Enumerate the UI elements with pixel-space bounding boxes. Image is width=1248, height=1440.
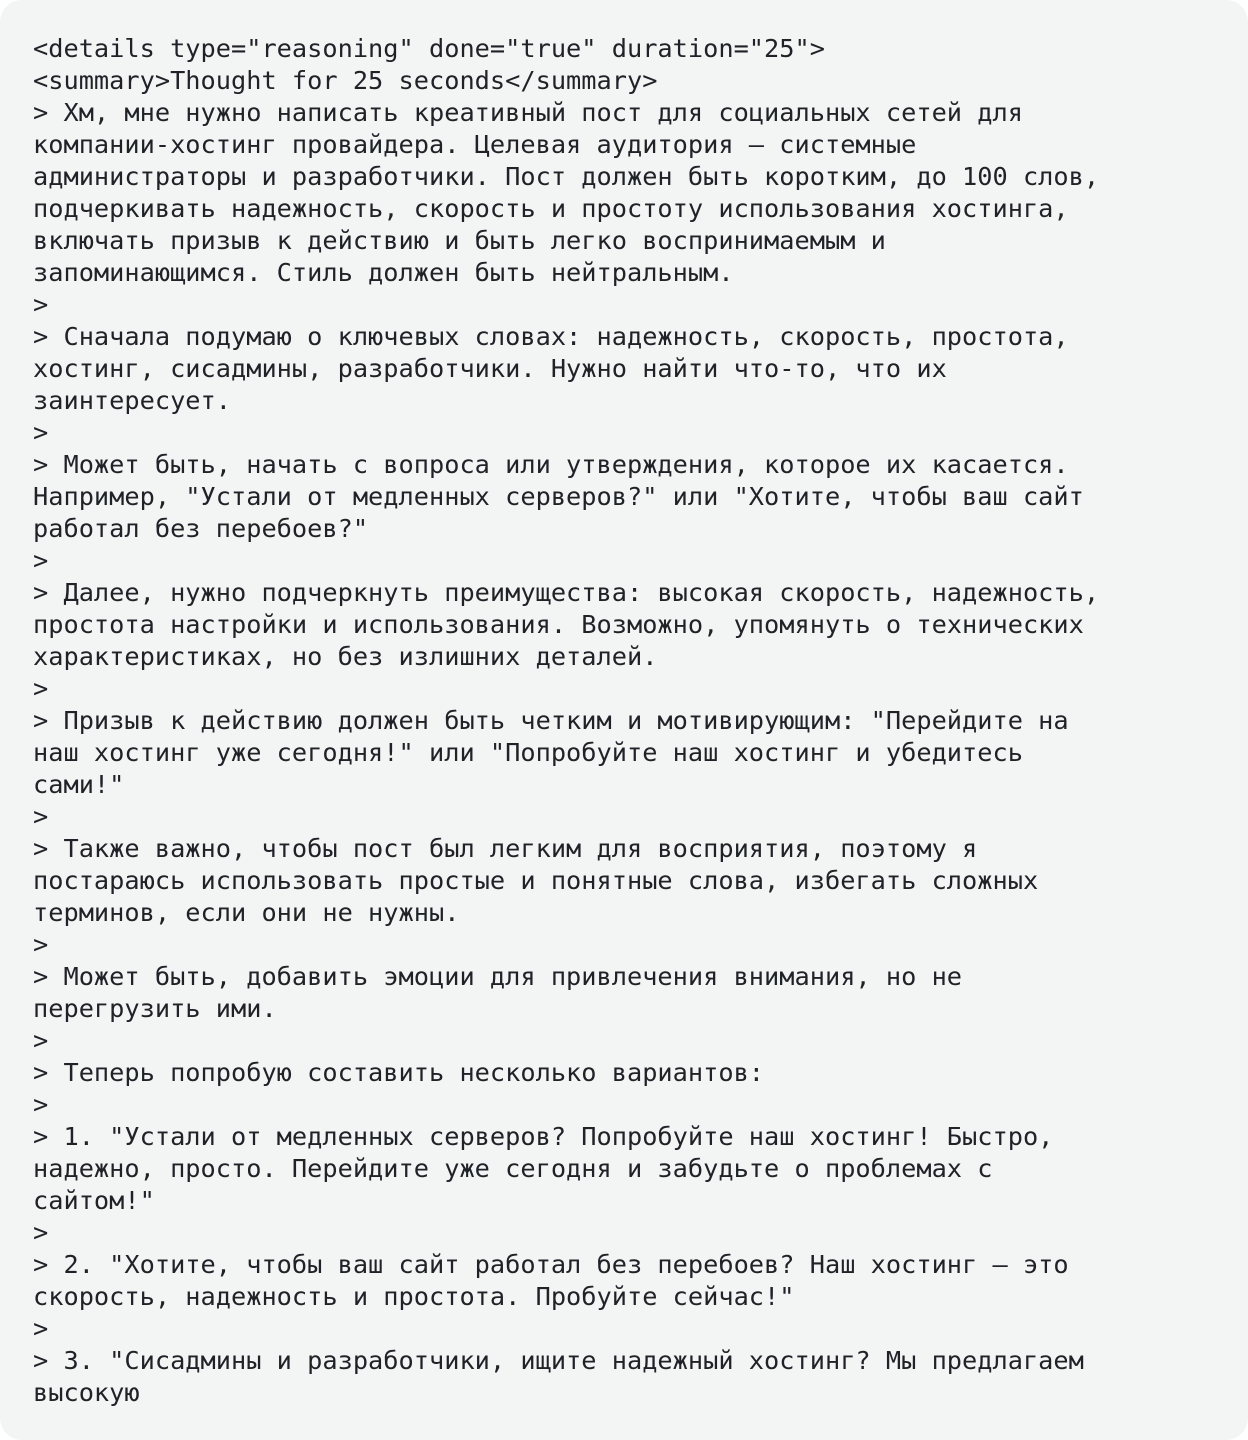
code-line: > Сначала подумаю о ключевых словах: надежность, скорость, простота, (33, 322, 1069, 351)
code-line: <summary>Thought for 25 seconds</summary> (33, 66, 658, 95)
code-line: > (33, 546, 49, 575)
code-line: сайтом!" (33, 1186, 155, 1215)
code-line: > (33, 802, 49, 831)
code-line: хостинг, сисадмины, разработчики. Нужно найти что-то, что их (33, 354, 947, 383)
code-line: > (33, 290, 49, 319)
code-line: > Может быть, начать с вопроса или утверждения, которое их касается. (33, 450, 1069, 479)
code-line: > 2. "Хотите, чтобы ваш сайт работал без перебоев? Наш хостинг — это (33, 1250, 1069, 1279)
code-line: > (33, 674, 49, 703)
code-line: включать призыв к действию и быть легко воспринимаемым и (33, 226, 886, 255)
code-line: Например, "Устали от медленных серверов?" или "Хотите, чтобы ваш сайт (33, 482, 1084, 511)
code-line: > Также важно, чтобы пост был легким для восприятия, поэтому я (33, 834, 978, 863)
code-line: компании-хостинг провайдера. Целевая аудитория — системные (33, 130, 917, 159)
code-line: сами!" (33, 770, 125, 799)
code-line: > 3. "Сисадмины и разработчики, ищите надежный хостинг? Мы предлагаем (33, 1346, 1084, 1375)
code-line: простота настройки и использования. Возможно, упомянуть о технических (33, 610, 1084, 639)
code-line: характеристиках, но без излишних деталей. (33, 642, 658, 671)
code-line: > (33, 1218, 49, 1247)
code-line: постараюсь использовать простые и понятные слова, избегать сложных (33, 866, 1039, 895)
code-line: скорость, надежность и простота. Пробуйте сейчас!" (33, 1282, 795, 1311)
code-line: заинтересует. (33, 386, 231, 415)
code-line: работал без перебоев?" (33, 514, 369, 543)
code-line: администраторы и разработчики. Пост должен быть коротким, до 100 слов, (33, 162, 1100, 191)
code-line: наш хостинг уже сегодня!" или "Попробуйте наш хостинг и убедитесь (33, 738, 1023, 767)
code-line: высокую (33, 1378, 140, 1407)
code-line: > (33, 1090, 49, 1119)
code-line: > (33, 418, 49, 447)
code-text (33, 33, 1228, 1409)
code-line: > Хм, мне нужно написать креативный пост для социальных сетей для (33, 98, 1023, 127)
code-line: <details type="reasoning" done="true" duration="25"> (33, 34, 825, 63)
code-line: > (33, 1026, 49, 1055)
code-line: > (33, 1314, 49, 1343)
code-line: > Теперь попробую составить несколько вариантов: (33, 1058, 765, 1087)
code-line: подчеркивать надежность, скорость и простоту использования хостинга, (33, 194, 1069, 223)
code-line: > Призыв к действию должен быть четким и мотивирующим: "Перейдите на (33, 706, 1069, 735)
code-line: терминов, если они не нужны. (33, 898, 460, 927)
code-line: > Может быть, добавить эмоции для привлечения внимания, но не (33, 962, 963, 991)
code-line: запоминающимся. Стиль должен быть нейтральным. (33, 258, 734, 287)
code-line: надежно, просто. Перейдите уже сегодня и забудьте о проблемах с (33, 1154, 993, 1183)
code-line: > 1. "Устали от медленных серверов? Попробуйте наш хостинг! Быстро, (33, 1122, 1054, 1151)
code-line: перегрузить ими. (33, 994, 277, 1023)
code-line: > Далее, нужно подчеркнуть преимущества: высокая скорость, надежность, (33, 578, 1100, 607)
code-line: > (33, 930, 49, 959)
